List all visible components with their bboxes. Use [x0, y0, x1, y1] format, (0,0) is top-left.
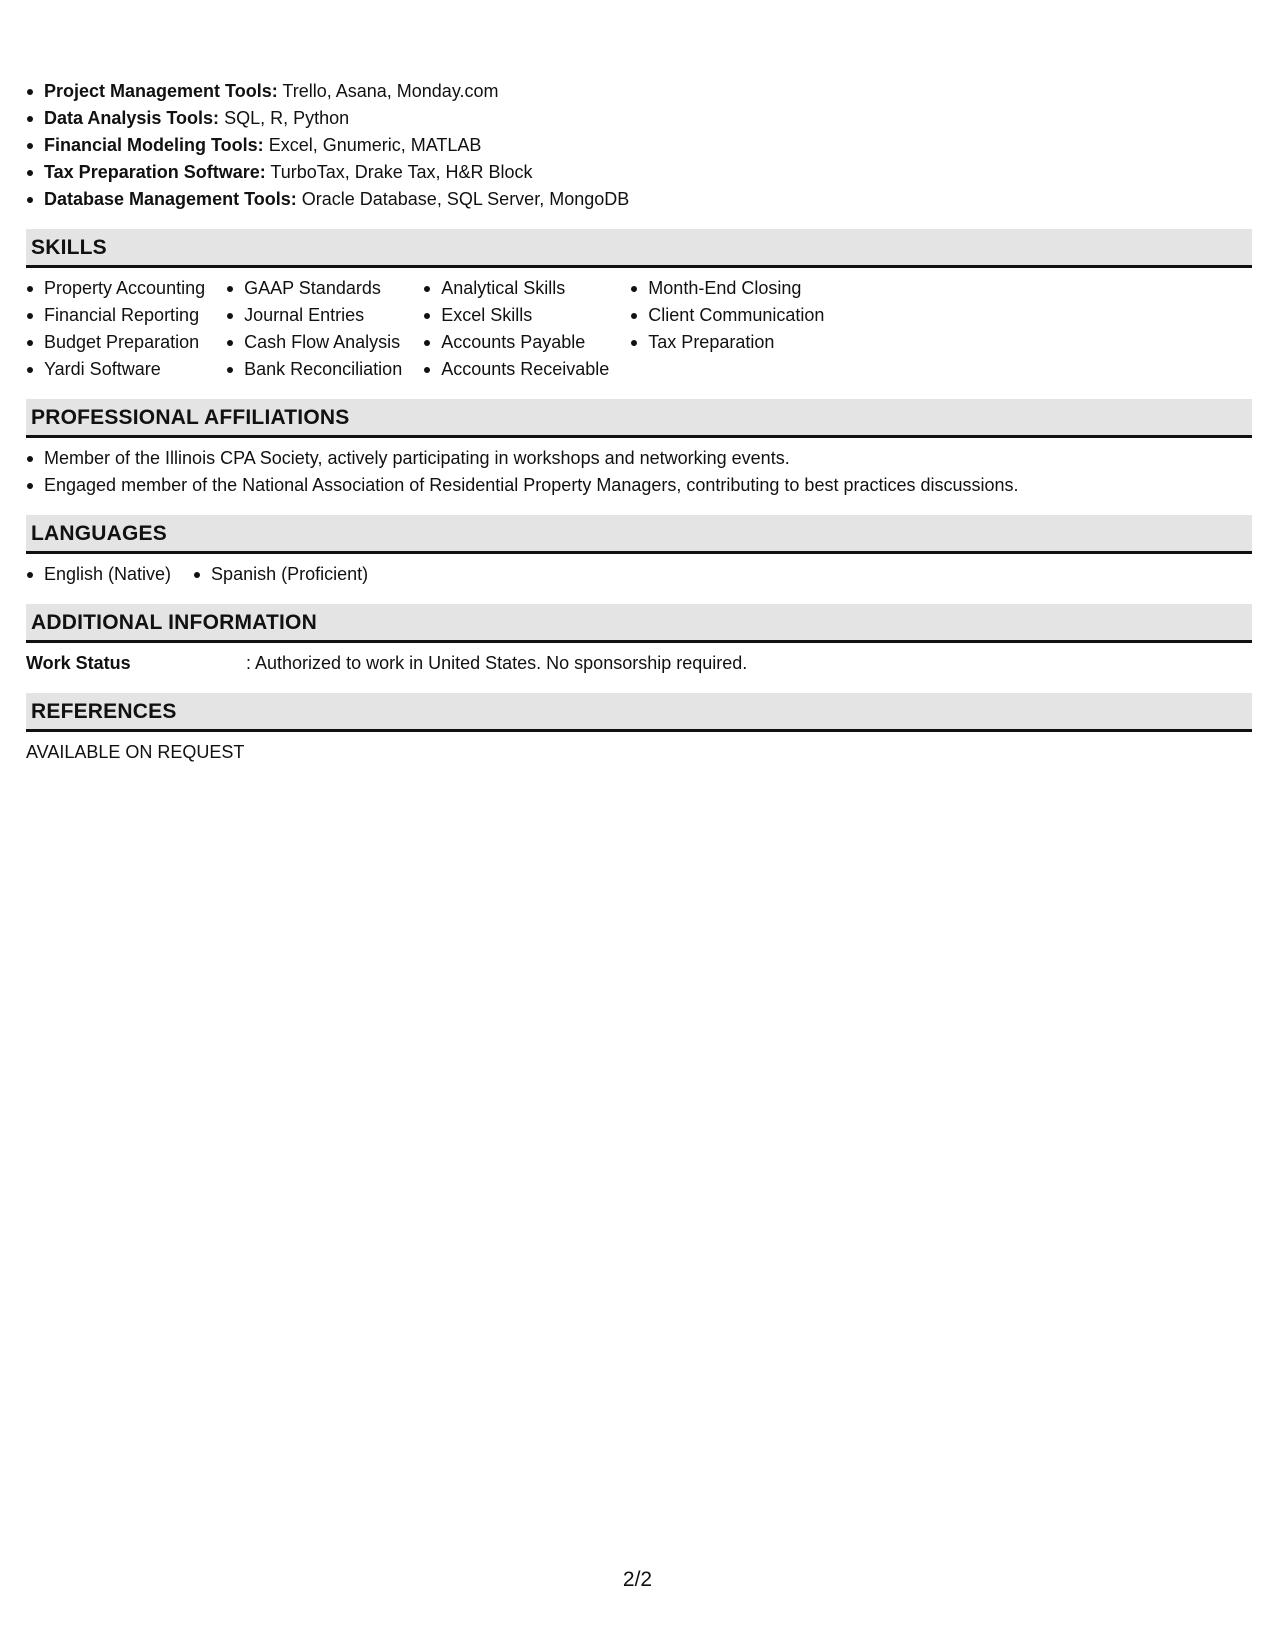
languages-body [26, 554, 1252, 588]
list-item: Yardi Software [26, 356, 205, 383]
tool-label: Tax Preparation Software: [44, 162, 266, 182]
tool-label: Database Management Tools: [44, 189, 297, 209]
affiliations-body [26, 438, 1252, 499]
list-item: Member of the Illinois CPA Society, actively participating in workshops and networking events. [26, 445, 1252, 472]
languages-section [26, 515, 1252, 588]
tool-label: Financial Modeling Tools: [44, 135, 264, 155]
tool-value: Oracle Database, SQL Server, MongoDB [301, 189, 630, 209]
section-header-additional-info: ADDITIONAL INFORMATION [26, 604, 1252, 643]
work-status-value: : Authorized to work in United States. No sponsorship required. [246, 653, 748, 673]
list-item [26, 105, 1252, 132]
list-item: Engaged member of the National Association of Residential Property Managers, contributing to best practices discussions. [26, 472, 1252, 499]
skills-column [630, 275, 824, 383]
list-item [26, 186, 1252, 213]
affiliations-list [26, 445, 1252, 499]
list-item: Accounts Payable [423, 329, 609, 356]
work-status-row [26, 650, 1252, 677]
skills-grid [26, 268, 1252, 383]
references-section [26, 693, 1252, 766]
affiliations-section [26, 399, 1252, 499]
list-item: Client Communication [630, 302, 824, 329]
references-text: AVAILABLE ON REQUEST [26, 742, 245, 762]
list-item: Accounts Receivable [423, 356, 609, 383]
skills-column [423, 275, 609, 383]
list-item [26, 132, 1252, 159]
section-header-languages: LANGUAGES [26, 515, 1252, 554]
tool-value: SQL, R, Python [224, 108, 350, 128]
list-item: English (Native) [26, 561, 171, 588]
tool-value: Excel, Gnumeric, MATLAB [268, 135, 482, 155]
resume-page [26, 78, 1252, 766]
section-header-affiliations: PROFESSIONAL AFFILIATIONS [26, 399, 1252, 438]
list-item: GAAP Standards [226, 275, 402, 302]
additional-info-section [26, 604, 1252, 677]
work-status-label: Work Status [26, 653, 131, 673]
list-item: Tax Preparation [630, 329, 824, 356]
references-body [26, 732, 1252, 766]
list-item: Bank Reconciliation [226, 356, 402, 383]
skills-column [26, 275, 205, 383]
additional-info-body [26, 643, 1252, 677]
tool-label: Data Analysis Tools: [44, 108, 220, 128]
section-header-references: REFERENCES [26, 693, 1252, 732]
list-item: Month-End Closing [630, 275, 824, 302]
list-item: Cash Flow Analysis [226, 329, 402, 356]
list-item: Spanish (Proficient) [193, 561, 368, 588]
skills-column [226, 275, 402, 383]
list-item: Journal Entries [226, 302, 402, 329]
tool-value: Trello, Asana, Monday.com [282, 81, 499, 101]
page-number: 2/2 [622, 1568, 653, 1591]
languages-list [26, 561, 1252, 588]
list-item: Analytical Skills [423, 275, 609, 302]
tool-value: TurboTax, Drake Tax, H&R Block [270, 162, 533, 182]
list-item [26, 159, 1252, 186]
tool-label: Project Management Tools: [44, 81, 278, 101]
list-item: Budget Preparation [26, 329, 205, 356]
list-item [26, 78, 1252, 105]
list-item: Excel Skills [423, 302, 609, 329]
skills-section [26, 229, 1252, 383]
section-header-skills: SKILLS [26, 229, 1252, 268]
list-item: Financial Reporting [26, 302, 205, 329]
tools-list [26, 78, 1252, 213]
list-item: Property Accounting [26, 275, 205, 302]
